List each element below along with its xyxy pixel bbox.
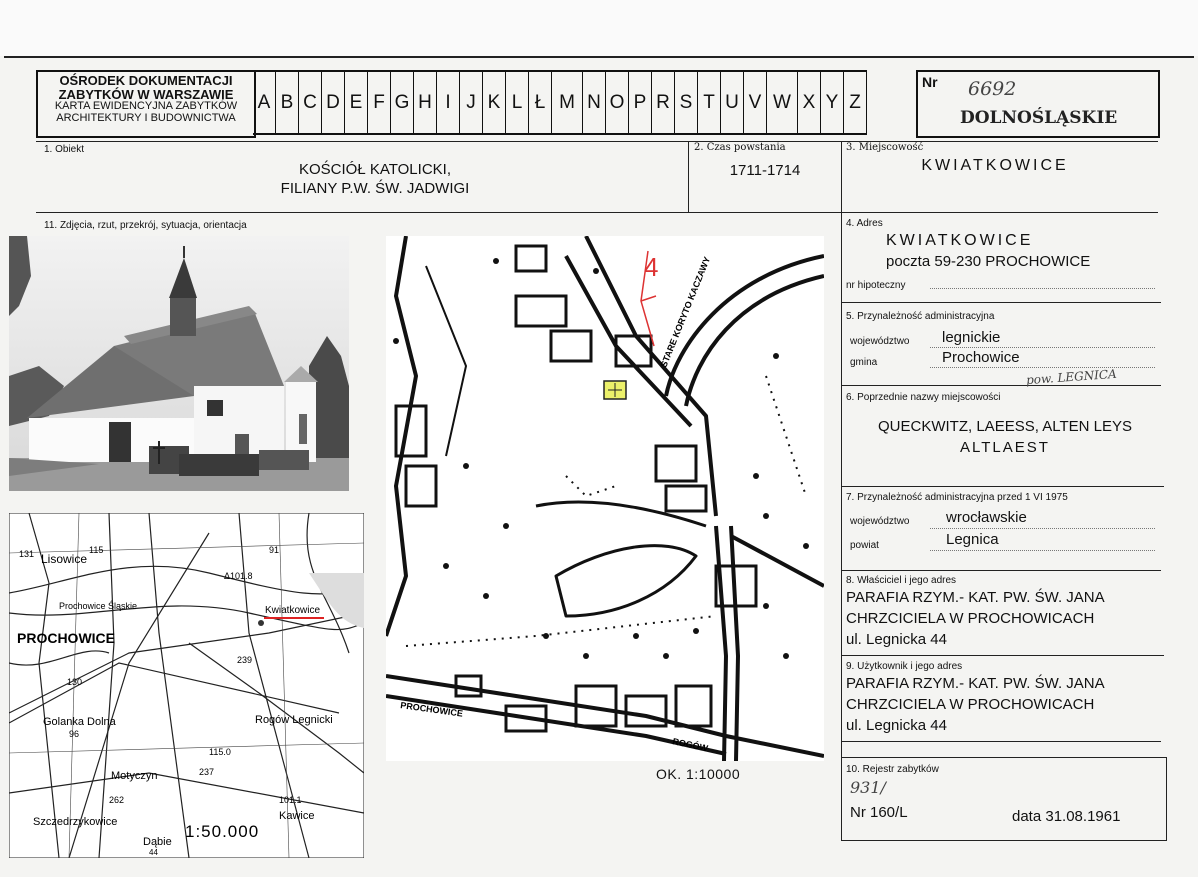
owner-line-1: PARAFIA RZYM.- KAT. PW. ŚW. JANA — [846, 589, 1105, 606]
number-label: Nr — [922, 74, 938, 90]
user-line-1: PARAFIA RZYM.- KAT. PW. ŚW. JANA — [846, 675, 1105, 692]
topo-number-9: 237 — [199, 767, 215, 777]
address-line-2: poczta 59-230 PROCHOWICE — [886, 253, 1091, 270]
topo-place-lisowice: Lisowice — [41, 552, 88, 566]
topo-place-prochowice: PROCHOWICE — [17, 630, 115, 646]
index-letter: W — [767, 71, 798, 135]
number-handwritten: 6692 — [968, 78, 1017, 100]
index-letter: A — [253, 71, 276, 135]
topographic-map — [9, 513, 364, 858]
locality-value: KWIATKOWICE — [921, 157, 1069, 174]
index-letter: J — [460, 71, 483, 135]
topo-scale: 1:50.000 — [185, 822, 260, 841]
topo-number-2: 115 — [89, 545, 104, 555]
object-line-1: KOŚCIÓŁ KATOLICKI, — [299, 161, 451, 178]
topo-place-motyczyn: Motyczyn — [111, 770, 158, 782]
mortgage-dots — [930, 288, 1155, 289]
plan-road-river: STARE KORYTO KACZAWY — [658, 255, 713, 369]
index-letter: C — [299, 71, 322, 135]
index-letter: U — [721, 71, 744, 135]
plan-road-prochowice: PROCHOWICE — [399, 700, 464, 719]
pre1975-county-value: Legnica — [946, 531, 999, 548]
site-plan-map — [386, 236, 824, 761]
topo-number-5: 239 — [237, 655, 253, 665]
topo-place-golanka: Golanka Dolna — [43, 716, 116, 728]
register-label: 10. Rejestr zabytków — [846, 764, 939, 775]
admin-voiv-label: województwo — [850, 336, 910, 347]
card-type-1: KARTA EWIDENCYJNA ZABYTKÓW — [54, 100, 238, 113]
topo-place-kwiatkowice: Kwiatkowice — [265, 605, 321, 616]
topo-number-1: 131 — [19, 549, 35, 559]
admin-voiv-value: legnickie — [942, 329, 1001, 346]
index-letter: N — [583, 71, 606, 135]
plan-road-rogow: ROGÓW — [671, 736, 709, 754]
index-letter: H — [414, 71, 437, 135]
admin-handnote: pow. LEGNICA — [1025, 366, 1118, 388]
pre1975-county-label: powiat — [850, 540, 879, 551]
index-letter: L — [506, 71, 529, 135]
topo-place-dabie: Dąbie — [143, 836, 172, 848]
topo-number-11: 101.1 — [279, 795, 302, 805]
address-label: 4. Adres — [846, 218, 883, 229]
card-type-2: ARCHITEKTURY I BUDOWNICTWA — [56, 111, 236, 124]
user-line-3: ul. Legnicka 44 — [846, 717, 947, 734]
region-stamp: DOLNOŚLĄSKIE — [960, 108, 1118, 128]
admin-voiv-dots — [930, 347, 1155, 348]
topo-place-rogow: Rogów Legnicki — [255, 714, 333, 726]
index-letter: R — [652, 71, 675, 135]
institution-name-1: OŚRODEK DOKUMENTACJI — [59, 73, 233, 88]
pre1975-voiv-label: województwo — [850, 516, 910, 527]
register-number: Nr 160/L — [850, 804, 908, 821]
index-letter: B — [276, 71, 299, 135]
photos-label: 11. Zdjęcia, rzut, przekrój, sytuacja, orientacja — [44, 220, 247, 231]
admin-label: 5. Przynależność administracyjna — [846, 311, 995, 322]
index-letter: P — [629, 71, 652, 135]
index-letter: T — [698, 71, 721, 135]
pre1975-voiv-dots — [930, 528, 1155, 529]
date-built-label: 2. Czas powstania — [694, 142, 786, 153]
topo-place-prochowice-sl: Prochowice Śląskie — [59, 601, 138, 611]
index-letter: Ł — [529, 71, 552, 135]
former-names-line-1: QUECKWITZ, LAEESS, ALTEN LEYS — [878, 418, 1132, 435]
mortgage-label: nr hipoteczny — [846, 280, 906, 291]
index-letter: D — [322, 71, 345, 135]
church-photo — [9, 236, 349, 491]
address-line-1: KWIATKOWICE — [886, 232, 1034, 249]
index-letter: M — [552, 71, 583, 135]
index-letter: S — [675, 71, 698, 135]
index-letter: Z — [844, 71, 867, 135]
plan-scale: OK. 1:10000 — [656, 766, 741, 782]
topo-number-10: 262 — [109, 795, 125, 805]
admin-gmina-dots — [930, 367, 1155, 368]
scan-top-margin — [0, 0, 1198, 56]
index-letter: O — [606, 71, 629, 135]
user-address — [846, 673, 1105, 736]
index-letter: V — [744, 71, 767, 135]
number-box — [916, 70, 1160, 138]
topo-place-szczedrzykowice: Szczedrzykowice — [33, 816, 118, 828]
admin-gmina-value: Prochowice — [942, 349, 1020, 366]
index-letter: E — [345, 71, 368, 135]
institution-box — [36, 70, 256, 138]
former-names-line-2: ALTLAEST — [960, 439, 1050, 456]
user-label: 9. Użytkownik i jego adres — [846, 661, 963, 672]
index-letter: G — [391, 71, 414, 135]
index-letter: K — [483, 71, 506, 135]
topo-place-kawice: Kawice — [279, 810, 315, 822]
object-label: 1. Obiekt — [44, 144, 85, 155]
topo-number-4: Δ101.8 — [224, 571, 253, 581]
date-built-value: 1711-1714 — [729, 162, 801, 179]
topo-number-8: 115.0 — [209, 747, 231, 757]
admin-gmina-label: gmina — [850, 357, 878, 368]
index-letter: X — [798, 71, 821, 135]
pre1975-voiv-value: wrocławskie — [946, 509, 1027, 526]
topo-number-3: 91 — [269, 545, 280, 555]
owner-line-3: ul. Legnicka 44 — [846, 631, 947, 648]
register-handwritten: 931/ — [850, 778, 886, 797]
topo-number-12: 44 — [149, 848, 158, 857]
owner-address — [846, 587, 1105, 650]
institution-name-2: ZABYTKÓW W WARSZAWIE — [58, 86, 234, 102]
pre1975-label: 7. Przynależność administracyjna przed 1 VI 1975 — [846, 492, 1068, 503]
alphabet-index — [253, 70, 867, 134]
plan-north-mark: 4 — [644, 252, 659, 282]
owner-label: 8. Właściciel i jego adres — [846, 575, 957, 586]
topo-number-6: 130 — [67, 677, 83, 687]
owner-line-2: CHRZCICIELA W PROCHOWICACH — [846, 610, 1095, 627]
index-letter: Y — [821, 71, 844, 135]
former-names-label: 6. Poprzednie nazwy miejscowości — [846, 392, 1001, 403]
index-letter: I — [437, 71, 460, 135]
locality-label: 3. Miejscowość — [846, 142, 924, 153]
user-line-2: CHRZCICIELA W PROCHOWICACH — [846, 696, 1095, 713]
object-line-2: FILIANY P.W. ŚW. JADWIGI — [280, 180, 470, 197]
topo-number-7: 96 — [69, 729, 80, 739]
register-date: data 31.08.1961 — [1012, 808, 1121, 825]
object-value — [230, 160, 520, 198]
index-letter: F — [368, 71, 391, 135]
pre1975-county-dots — [930, 550, 1155, 551]
